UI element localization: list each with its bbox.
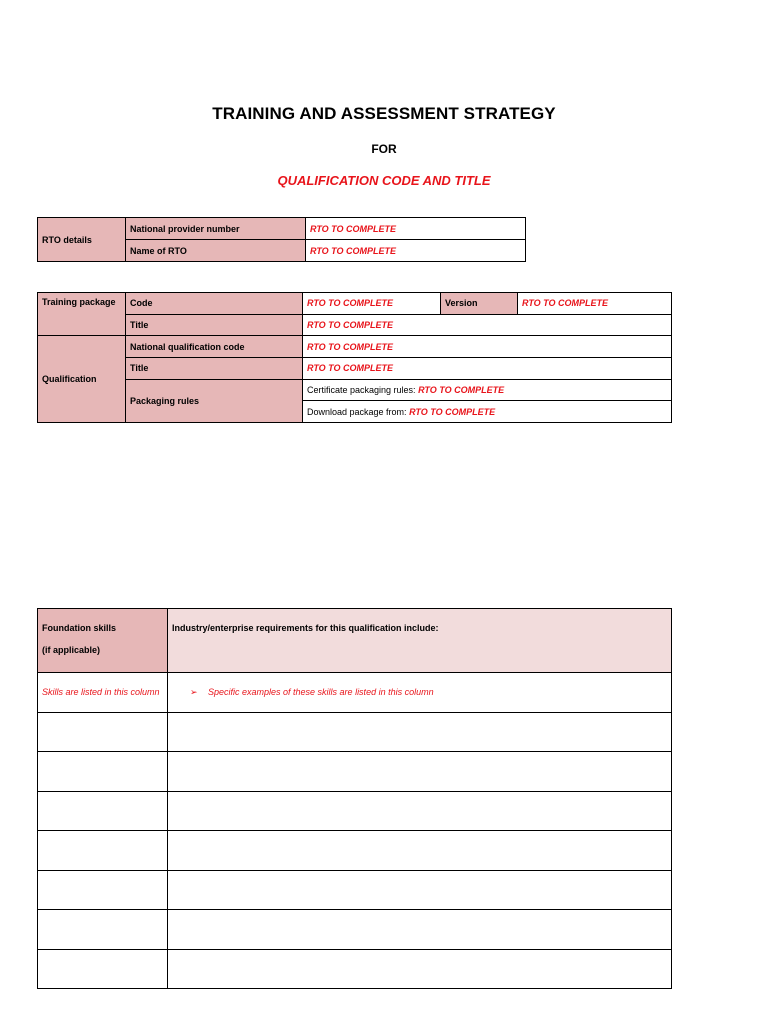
table-row	[38, 910, 672, 950]
table-row	[38, 218, 526, 240]
table-row	[38, 791, 672, 831]
national-qualification-code-value[interactable]: RTO TO COMPLETE	[303, 336, 672, 358]
example-detail-cell[interactable]	[168, 673, 672, 713]
table-row	[38, 379, 672, 401]
foundation-skills-table	[37, 608, 672, 989]
example-skill-cell[interactable]: Skills are listed in this column	[38, 673, 168, 713]
table-row	[38, 673, 672, 713]
skill-cell[interactable]	[38, 910, 168, 950]
name-of-rto-label: Name of RTO	[126, 240, 306, 262]
download-package-value: RTO TO COMPLETE	[409, 406, 496, 417]
detail-cell[interactable]	[168, 910, 672, 950]
foundation-skills-header-line1: Foundation skills	[42, 623, 117, 633]
detail-cell[interactable]	[168, 949, 672, 989]
title-value[interactable]: RTO TO COMPLETE	[303, 314, 672, 336]
national-provider-number-value[interactable]: RTO TO COMPLETE	[306, 218, 526, 240]
table-row	[38, 293, 672, 315]
national-qualification-code-label: National qualification code	[126, 336, 303, 358]
certificate-packaging-prefix: Certificate packaging rules:	[307, 385, 419, 396]
skill-cell[interactable]	[38, 831, 168, 871]
table-header-row	[38, 609, 672, 673]
foundation-skills-header-line2: (if applicable)	[42, 645, 101, 655]
for-label: FOR	[371, 142, 397, 156]
download-package-prefix: Download package from:	[307, 406, 410, 417]
table-row	[38, 870, 672, 910]
detail-cell[interactable]	[168, 752, 672, 792]
training-package-label: Training package	[38, 293, 126, 336]
table-row	[38, 752, 672, 792]
skill-cell[interactable]	[38, 870, 168, 910]
skill-cell[interactable]	[38, 752, 168, 792]
skill-cell[interactable]	[38, 712, 168, 752]
title-label: Title	[126, 314, 303, 336]
code-value[interactable]: RTO TO COMPLETE	[303, 293, 441, 315]
table-row	[38, 358, 672, 380]
training-package-table	[37, 292, 672, 423]
packaging-rules-label: Packaging rules	[126, 379, 303, 422]
detail-cell[interactable]	[168, 870, 672, 910]
table-row	[38, 831, 672, 871]
table-row	[38, 712, 672, 752]
code-label: Code	[126, 293, 303, 315]
foundation-skills-header	[38, 609, 168, 673]
qualification-title-label: Title	[126, 358, 303, 380]
rto-details-label: RTO details	[38, 218, 126, 262]
qualification-title-value[interactable]: RTO TO COMPLETE	[303, 358, 672, 380]
certificate-packaging-rules[interactable]	[303, 379, 672, 401]
document-title: TRAINING AND ASSESSMENT STRATEGY	[212, 104, 556, 123]
download-package[interactable]	[303, 401, 672, 423]
version-value[interactable]: RTO TO COMPLETE	[518, 293, 672, 315]
table-row	[38, 336, 672, 358]
national-provider-number-label: National provider number	[126, 218, 306, 240]
qualification-label: Qualification	[38, 336, 126, 423]
rto-details-table	[37, 217, 526, 262]
detail-cell[interactable]	[168, 791, 672, 831]
example-detail-text: Specific examples of these skills are listed in this column	[208, 687, 434, 697]
industry-requirements-header: Industry/enterprise requirements for this qualification include:	[168, 609, 672, 673]
table-row	[38, 314, 672, 336]
table-row	[38, 949, 672, 989]
detail-cell[interactable]	[168, 712, 672, 752]
arrow-bullet-icon: ➢	[190, 687, 198, 697]
certificate-packaging-value: RTO TO COMPLETE	[418, 385, 505, 396]
qualification-placeholder: QUALIFICATION CODE AND TITLE	[277, 173, 491, 188]
skill-cell[interactable]	[38, 791, 168, 831]
skill-cell[interactable]	[38, 949, 168, 989]
version-label: Version	[441, 293, 518, 315]
name-of-rto-value[interactable]: RTO TO COMPLETE	[306, 240, 526, 262]
detail-cell[interactable]	[168, 831, 672, 871]
